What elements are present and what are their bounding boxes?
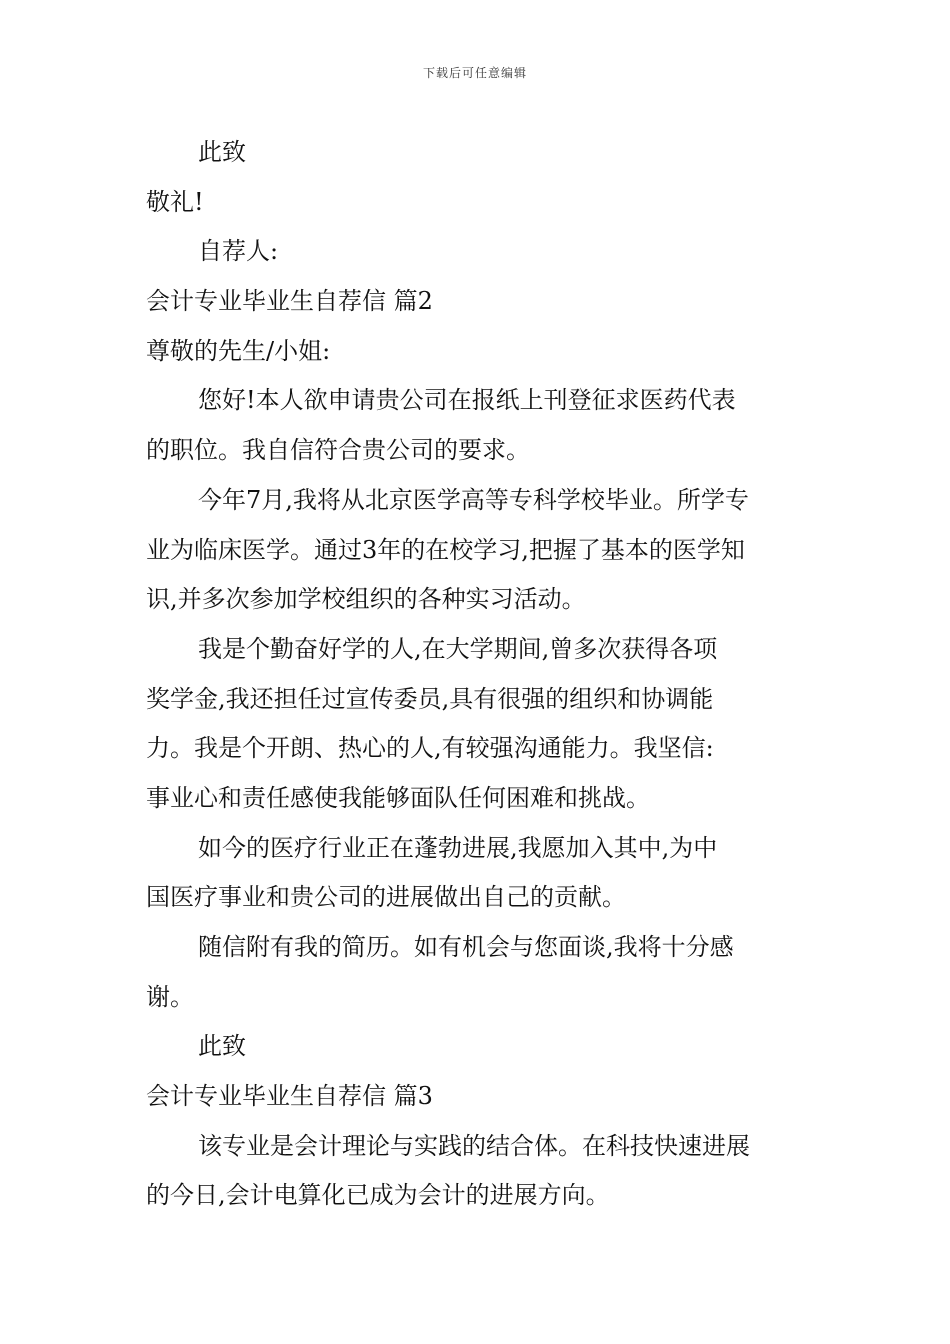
section-heading: 会计专业毕业生自荐信 篇2: [146, 287, 433, 316]
paragraph-line: 事业心和责任感使我能够面队任何困难和挑战。: [146, 783, 650, 812]
paragraph-line: 的职位。我自信符合贵公司的要求。: [146, 436, 530, 465]
paragraph-line: 识,并多次参加学校组织的各种实习活动。: [146, 585, 586, 614]
paragraph-line: 谢。: [146, 982, 194, 1011]
closing-line: 此致: [198, 1032, 246, 1061]
paragraph-line: 力。我是个开朗、热心的人,有较强沟通能力。我坚信:: [146, 734, 714, 763]
paragraph-line: 奖学金,我还担任过宣传委员,具有很强的组织和协调能: [146, 684, 714, 713]
paragraph-line: 业为临床医学。通过3年的在校学习,把握了基本的医学知: [146, 535, 745, 564]
paragraph-line: 该专业是会计理论与实践的结合体。在科技快速进展: [198, 1131, 750, 1160]
salutation-line: 敬礼!: [146, 187, 204, 216]
paragraph-line: 今年7月,我将从北京医学高等专科学校毕业。所学专: [198, 485, 749, 514]
signature-line: 自荐人:: [198, 237, 279, 266]
paragraph-line: 的今日,会计电算化已成为会计的进展方向。: [146, 1181, 610, 1210]
header-note: 下载后可任意编辑: [422, 66, 527, 80]
paragraph-line: 国医疗事业和贵公司的进展做出自己的贡献。: [146, 883, 626, 912]
section-heading: 会计专业毕业生自荐信 篇3: [146, 1082, 433, 1111]
paragraph-line: 我是个勤奋好学的人,在大学期间,曾多次获得各项: [198, 634, 718, 663]
paragraph-line: 如今的医疗行业正在蓬勃进展,我愿加入其中,为中: [198, 833, 718, 862]
letter-body: [146, 128, 808, 1221]
greeting-line: 尊敬的先生/小姐:: [146, 336, 331, 365]
paragraph-line: 随信附有我的简历。如有机会与您面谈,我将十分感: [198, 933, 734, 961]
closing-line: 此致: [198, 138, 246, 166]
paragraph-line: 您好!本人欲申请贵公司在报纸上刊登征求医药代表: [198, 386, 736, 415]
